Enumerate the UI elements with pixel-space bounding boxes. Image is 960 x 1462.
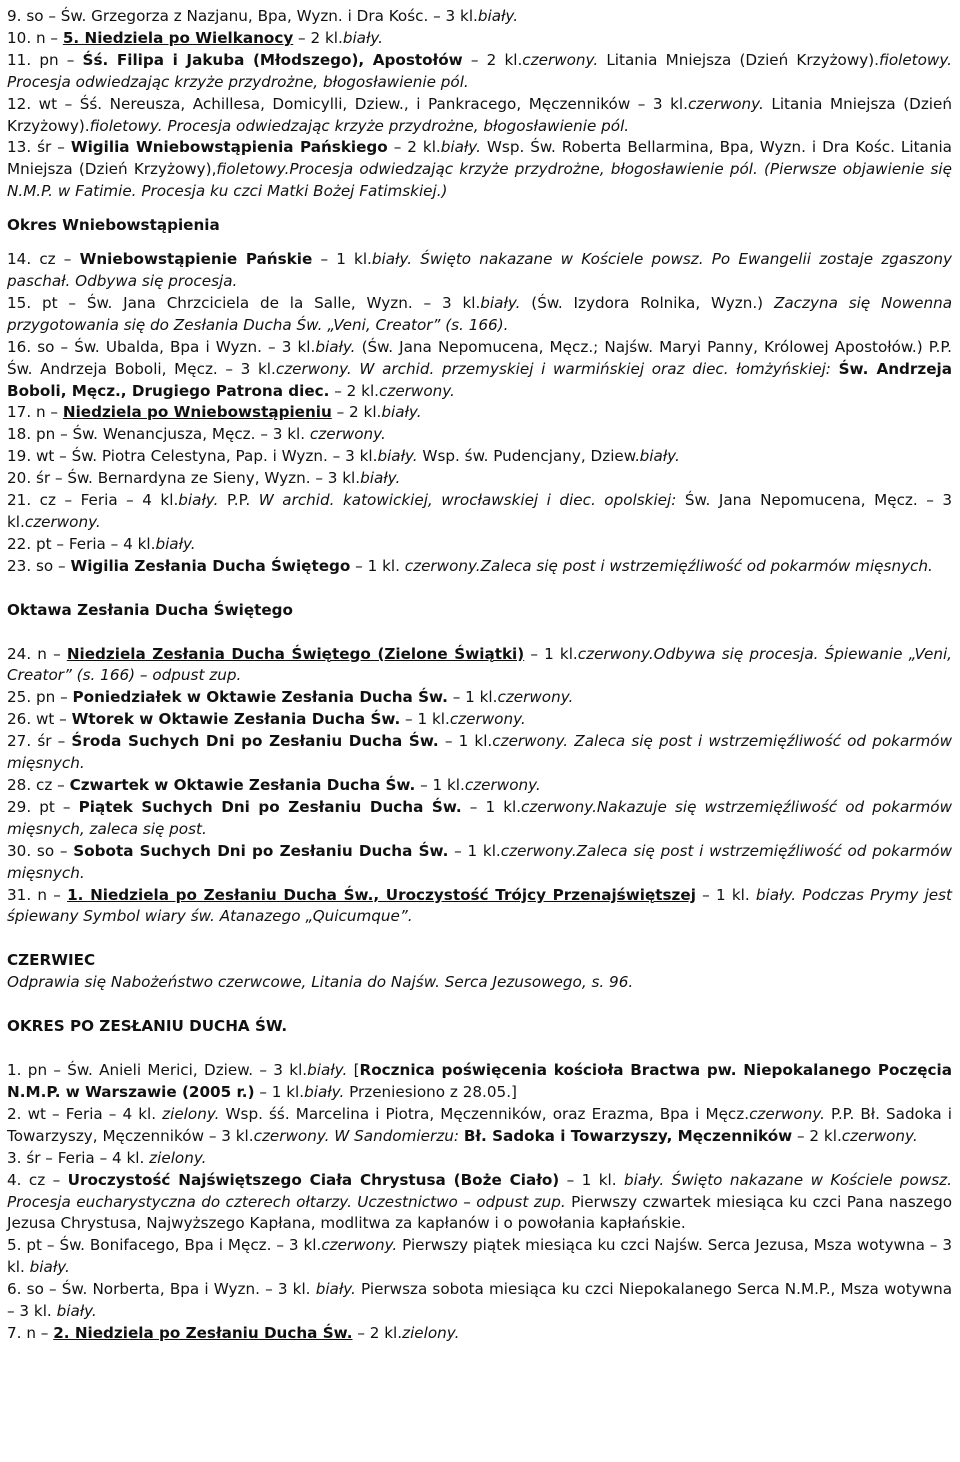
entry-text: biały. (178, 491, 219, 510)
entry-text: (Św. Izydora Rolnika, Wyzn.) (520, 293, 774, 312)
entry-text: fioletowy. Procesja odwiedzając krzyże przydrożne, błogosławienie pól. (89, 116, 630, 135)
calendar-entry (7, 468, 952, 490)
entry-text: czerwony.Nakazuje się wstrzemięźliwość od pokarmów mięsnych, zaleca się post. (7, 797, 953, 838)
calendar-entry (7, 797, 952, 841)
calendar-entry (7, 1323, 952, 1345)
entry-text: biały. (440, 138, 481, 157)
entry-text: – 1 kl. (254, 1082, 305, 1101)
calendar-entry (7, 50, 952, 94)
entry-text: Okres Wniebowstąpienia (7, 216, 220, 235)
entry-text: P.P. (218, 491, 259, 510)
entry-text: Poniedziałek w Oktawie Zesłania Ducha Św. (72, 688, 448, 707)
section-heading (7, 1016, 952, 1038)
entry-text: 12. wt – Śś. Nereusza, Achillesa, Domicylli, Dziew., i Pankracego, Męczenników – 3 kl. (7, 94, 688, 113)
entry-text: – 2 kl. (352, 1323, 403, 1342)
entry-text: – 1 kl. (559, 1170, 624, 1189)
entry-text: Sobota Suchych Dni po Zesłaniu Ducha Św. (73, 841, 449, 860)
entry-text: czerwony. (379, 381, 455, 400)
entry-text: zielony. (162, 1104, 220, 1123)
section-heading (7, 950, 952, 972)
spacer (7, 994, 952, 1016)
entry-text: 5. Niedziela po Wielkanocy (62, 28, 294, 47)
entry-text: 26. wt – (7, 710, 72, 729)
entry-text: biały. Podczas Prymy jest śpiewany Symbol wiary św. Atanazego „Quicumque”. (7, 885, 952, 926)
entry-text: CZERWIEC (7, 951, 96, 970)
entry-text: czerwony. (522, 50, 599, 69)
entry-text: czerwony. (24, 512, 101, 531)
entry-text: 2. wt – Feria – 4 kl. (7, 1104, 163, 1123)
entry-text: 31. n – (7, 885, 68, 904)
calendar-entry (7, 775, 952, 797)
entry-text: 9. so – Św. Grzegorza z Nazjanu, Bpa, Wyzn. i Dra Kośc. – 3 kl. (7, 7, 478, 25)
entry-text: [ (347, 1061, 360, 1080)
entry-text: Niedziela po Wniebowstąpieniu (62, 403, 332, 422)
entry-text: 4. cz – (7, 1170, 68, 1189)
entry-text: czerwony. (497, 688, 574, 707)
calendar-entry (7, 972, 952, 994)
entry-text: czerwony. (309, 425, 386, 444)
entry-text: (Św. Jana Nepomucena, Męcz.; Najśw. Maryi Panny, Królowej Apostołów.) P.P. Św. Andrzeja Boboli, Męcz. – 3 kl. (7, 337, 952, 378)
entry-text: czerwony. W Sandomierzu: (253, 1126, 459, 1145)
entry-text: 17. n – (7, 403, 63, 422)
entry-text: – 1 kl. (312, 250, 372, 269)
entry-text: Zaczyna się Nowenna przygotowania się do Zesłania Ducha Św. „Veni, Creator” (s. 166). (7, 293, 953, 334)
entry-text: – 1 kl. (695, 885, 756, 904)
entry-text: 14. cz – (7, 250, 80, 269)
entry-text: biały. Święto nakazane w Kościele powsz. Po Ewangelii zostaje zgaszony paschał. Odbywa się procesja. (7, 250, 952, 290)
entry-text: 25. pn – (7, 688, 73, 707)
calendar-entry (7, 709, 952, 731)
calendar-entry (7, 1060, 952, 1104)
entry-text: Odprawia się Nabożeństwo czerwcowe, Litania do Najśw. Serca Jezusowego, s. 96. (7, 973, 634, 992)
entry-text: 29. pt – (7, 797, 79, 816)
calendar-entry (7, 490, 952, 534)
entry-text: czerwony. (321, 1236, 398, 1255)
calendar-entry (7, 687, 952, 709)
entry-text: Rocznica poświęcenia kościoła Bractwa pw. Niepokalanego Poczęcia N.M.P. w Warszawie (2005 r.) (7, 1061, 952, 1101)
entry-text: zielony. (402, 1323, 460, 1342)
calendar-entry (7, 6, 952, 28)
entry-text: Wtorek w Oktawie Zesłania Ducha Św. (71, 710, 401, 729)
calendar-entry (7, 731, 952, 775)
calendar-entry (7, 1279, 952, 1323)
entry-text: 18. pn – Św. Wenancjusza, Męcz. – 3 kl. (7, 425, 310, 444)
entry-text: Wniebowstąpienie Pańskie (79, 250, 313, 269)
entry-text: 20. śr – Św. Bernardyna ze Sieny, Wyzn. – 3 kl. (7, 469, 361, 488)
calendar-entry (7, 424, 952, 446)
calendar-entry (7, 644, 952, 688)
calendar-entry (7, 1170, 952, 1236)
entry-text: – 2 kl. (331, 403, 382, 422)
calendar-entry (7, 293, 952, 337)
calendar-entry (7, 137, 952, 203)
entry-text: Środa Suchych Dni po Zesłaniu Ducha Św. (71, 732, 439, 751)
entry-text: Pierwsza sobota miesiąca ku czci Niepokalanego Serca N.M.P., Msza wotywna – 3 kl. (7, 1280, 953, 1321)
entry-text: czerwony. W archid. przemyskiej i warmińskiej oraz diec. łomżyńskiej: (275, 359, 831, 378)
entry-text: biały. (56, 1302, 97, 1321)
entry-text: 13. śr – (7, 138, 71, 157)
entry-text: biały. (360, 469, 401, 488)
entry-text: – 1 kl. (447, 688, 498, 707)
entry-text: 6. so – Św. Norberta, Bpa i Wyzn. – 3 kl. (7, 1280, 316, 1299)
section-heading (7, 600, 952, 622)
entry-text: – 2 kl. (329, 381, 379, 400)
entry-text: 24. n – (7, 644, 67, 663)
entry-text: Bł. Sadoka i Towarzyszy, Męczenników (463, 1126, 793, 1145)
entry-text: (Pierwsze objawienie się N.M.P. w Fatimie. Procesja ku czci Matki Bożej Fatimskiej.) (7, 160, 952, 201)
entry-text: Wsp. św. Pudencjany, Dziew. (417, 447, 640, 466)
spacer (7, 203, 952, 215)
entry-text: W archid. katowickiej, wrocławskiej i diec. opolskiej: (258, 491, 677, 510)
calendar-entry (7, 249, 952, 293)
entry-text: Wsp. śś. Marcelina i Piotra, Męczenników, oraz Erazma, Bpa i Męcz. (219, 1104, 750, 1123)
calendar-entry (7, 885, 952, 929)
entry-text: Czwartek w Oktawie Zesłania Ducha Św. (69, 776, 416, 794)
entry-text: czerwony.Odbywa się procesja. Śpiewanie „Veni, Creator” (s. 166) – odpust zup. (7, 644, 952, 685)
spacer (7, 928, 952, 950)
calendar-entry (7, 28, 952, 50)
entry-text: 11. pn – (7, 50, 83, 69)
entry-text: Oktawa Zesłania Ducha Świętego (7, 600, 293, 619)
entry-text: 1. Niedziela po Zesłaniu Ducha Św., Uroczystość Trójcy Przenajświętszej (67, 885, 696, 904)
entry-text: 10. n – (7, 28, 63, 47)
entry-text: P.P. Bł. Sadoka i Towarzyszy, Męczenników – 3 kl. (7, 1104, 953, 1145)
entry-text: Piątek Suchych Dni po Zesłaniu Ducha Św. (78, 797, 462, 816)
calendar-entry (7, 1104, 952, 1148)
entry-text: 1. pn – Św. Anieli Merici, Dziew. – 3 kl. (7, 1061, 308, 1080)
entry-text: czerwony. (464, 776, 541, 794)
entry-text: Przeniesiono z 28.05.] (344, 1082, 517, 1101)
entry-text: Wigilia Wniebowstąpienia Pańskiego (70, 138, 388, 157)
calendar-entry (7, 402, 952, 424)
entry-text: 21. cz – Feria – 4 kl. (7, 491, 179, 510)
entry-text: 16. so – Św. Ubalda, Bpa i Wyzn. – 3 kl. (7, 337, 316, 356)
calendar-entry (7, 337, 952, 403)
entry-text: czerwony. (749, 1104, 825, 1123)
calendar-entry (7, 446, 952, 468)
entry-text: biały. (315, 1280, 356, 1299)
calendar-entry (7, 1148, 952, 1170)
entry-text: – 1 kl. (461, 797, 522, 816)
calendar-entry (7, 94, 952, 138)
entry-text: 7. n – (7, 1323, 54, 1342)
entry-text: biały. Święto nakazane w Kościele powsz. Procesja eucharystyczna do czterech ołtarzy. Uczestnictwo – odpust zup. (7, 1170, 952, 1211)
entry-text: – 1 kl. (400, 710, 450, 729)
entry-text: biały. (480, 293, 521, 312)
entry-text: 28. cz – (7, 776, 70, 794)
entry-text: – 1 kl. (448, 841, 501, 860)
entry-text: zielony. (149, 1148, 207, 1167)
entry-text: 3. śr – Feria – 4 kl. (7, 1148, 150, 1167)
entry-text: 22. pt – Feria – 4 kl. (7, 534, 156, 553)
entry-text: 23. so – (7, 556, 71, 575)
entry-text: – 2 kl. (462, 50, 523, 69)
spacer (7, 578, 952, 600)
entry-text: – 1 kl. (438, 732, 493, 751)
entry-text: czerwony. (687, 94, 764, 113)
entry-text: Pierwszy czwartek miesiąca ku czci Pana naszego Jezusa Chrystusa, Najwyższego Kapłana, modlitwa za kapłanów i o powołania kapłańskie. (7, 1192, 952, 1233)
entry-text: biały. (315, 337, 356, 356)
entry-text: – 1 kl. (415, 776, 465, 794)
entry-text: biały. (29, 1258, 70, 1277)
calendar-entry (7, 556, 952, 578)
entry-text: 2. Niedziela po Zesłaniu Ducha Św. (53, 1323, 353, 1342)
entry-text: – 2 kl. (387, 138, 441, 157)
entry-text: OKRES PO ZESŁANIU DUCHA ŚW. (7, 1017, 288, 1036)
entry-text: biały. (307, 1061, 348, 1080)
spacer (7, 237, 952, 249)
entry-text: Św. Jana Nepomucena, Męcz. – 3 kl. (7, 491, 953, 531)
entry-text: biały. (381, 403, 422, 422)
entry-text: – 2 kl. (792, 1126, 842, 1145)
entry-text: czerwony. (841, 1126, 918, 1145)
calendar-entry (7, 534, 952, 556)
entry-text: 19. wt – Św. Piotra Celestyna, Pap. i Wyzn. – 3 kl. (7, 447, 378, 466)
entry-text: – 1 kl. (524, 644, 578, 663)
entry-text: fioletowy. Procesja odwiedzając krzyże przydrożne, błogosławienie pól. (7, 50, 952, 91)
entry-text: Litania Mniejsza (Dzień Krzyżowy). (7, 94, 952, 135)
entry-text: 15. pt – Św. Jana Chrzciciela de la Salle, Wyzn. – 3 kl. (7, 293, 481, 312)
spacer (7, 622, 952, 644)
entry-text: biały. (304, 1082, 345, 1101)
spacer (7, 1038, 952, 1060)
calendar-entry (7, 841, 952, 885)
entry-text: – 1 kl. (350, 556, 405, 575)
entry-text: Uroczystość Najświętszego Ciała Chrystusa (Boże Ciało) (67, 1170, 560, 1189)
entry-text: czerwony.Zaleca się post i wstrzemięźliwość od pokarmów mięsnych. (404, 556, 933, 575)
entry-text: Św. Andrzeja Boboli, Męcz., Drugiego Patrona diec. (7, 359, 953, 400)
entry-text: biały. (342, 28, 383, 47)
entry-text: Śś. Filipa i Jakuba (Młodszego), Apostołów (82, 50, 463, 69)
entry-text: Wsp. Św. Roberta Bellarmina, Bpa, Wyzn. i Dra Kośc. Litania Mniejsza (Dzień Krzyżowy), (7, 138, 952, 179)
entry-text: 27. śr – (7, 732, 72, 751)
entry-text: Pierwszy piątek miesiąca ku czci Najśw. Serca Jezusa, Msza wotywna – 3 kl. (7, 1236, 952, 1277)
entry-text: Litania Mniejsza (Dzień Krzyżowy). (598, 50, 880, 69)
entry-text: czerwony. Zaleca się post i wstrzemięźliwość od pokarmów mięsnych. (7, 732, 953, 773)
section-heading (7, 215, 952, 237)
entry-text: – 2 kl. (293, 28, 343, 47)
entry-text: czerwony. (449, 710, 526, 729)
entry-text: czerwony.Zaleca się post i wstrzemięźliwość od pokarmów mięsnych. (7, 841, 952, 882)
entry-text: Wigilia Zesłania Ducha Świętego (70, 556, 351, 575)
entry-text: biały. (639, 447, 680, 466)
entry-text: 5. pt – Św. Bonifacego, Bpa i Męcz. – 3 kl. (7, 1236, 322, 1255)
entry-text: biały. (477, 7, 519, 25)
entry-text (831, 360, 839, 378)
entry-text: 30. so – (7, 841, 74, 860)
calendar-entry (7, 1235, 952, 1279)
entry-text: Niedziela Zesłania Ducha Świętego (Zielone Świątki) (66, 644, 525, 663)
entry-text: biały. (155, 534, 196, 553)
entry-text: biały. (377, 447, 418, 466)
entry-text: fioletowy.Procesja odwiedzając krzyże przydrożne, błogosławienie pól. (216, 160, 758, 179)
